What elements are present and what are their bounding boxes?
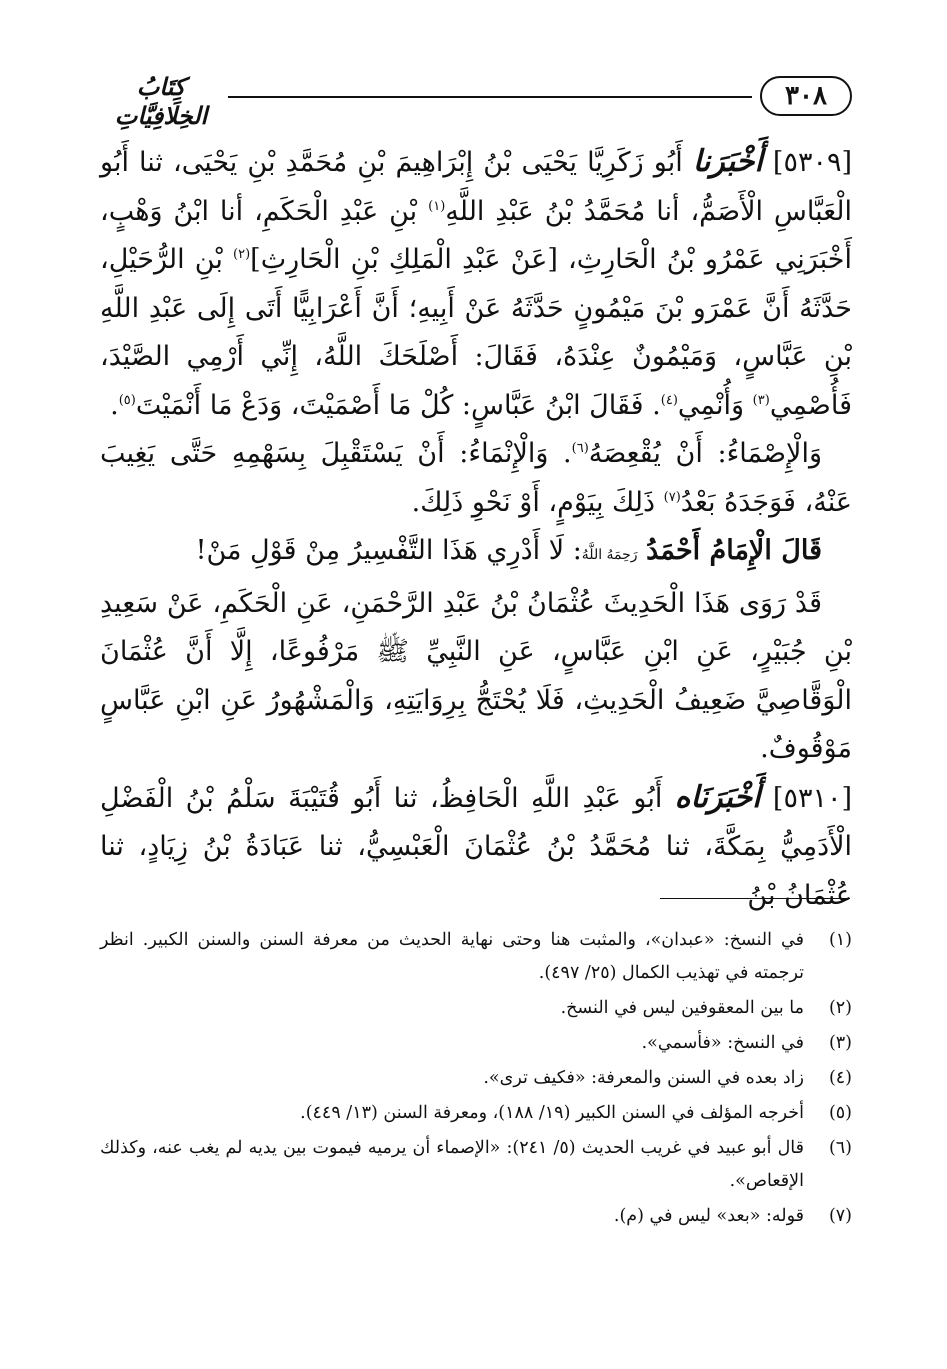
footnote-ref-3[interactable]: (٣) bbox=[752, 392, 770, 408]
footnote-item bbox=[100, 992, 852, 1025]
page-header bbox=[100, 72, 852, 132]
paragraph-text: ذَلِكَ بِيَوْمٍ، أَوْ نَحْوِ ذَلِكَ. bbox=[411, 486, 656, 518]
footnote-item bbox=[100, 1027, 852, 1060]
hadith-number: [٥٣١٠] bbox=[772, 782, 853, 814]
imam-name: قَالَ الْإِمَامُ أَحْمَدُ bbox=[646, 535, 822, 566]
footnote-text: أخرجه المؤلف في السنن الكبير (١٩/ ١٨٨)، ومعرفة السنن (١٣/ ٤٤٩). bbox=[300, 1103, 804, 1123]
honorific: رَحِمَهُ اللَّهُ bbox=[581, 547, 638, 563]
paragraph-text: وَالْإِصْمَاءُ: أَنْ يُقْعِصَهُ bbox=[588, 438, 822, 469]
hadith-number: [٥٣٠٩] bbox=[772, 147, 852, 178]
footnote-ref-4[interactable]: (٤) bbox=[660, 392, 678, 408]
paragraph-text: . وَالْإِنْمَاءُ: أَنْ يَسْتَقْبِلَ بِسَهْمِهِ حَتَّى يَغِيبَ عَنْهُ، فَوَجَدَهُ بَعْدُ bbox=[100, 438, 852, 518]
paragraph-imam-comment bbox=[100, 527, 852, 580]
footnote-number: (١) bbox=[828, 930, 852, 950]
narration-keyword: أَخْبَرَنا bbox=[692, 144, 763, 179]
paragraph-text: وَأُنْمِي bbox=[677, 389, 745, 421]
footnote-item bbox=[100, 1200, 852, 1233]
paragraph-5309 bbox=[100, 138, 852, 430]
paragraph-text: أَبُو عَبْدِ اللَّهِ الْحَافِظُ، ثنا أَبُو قُتَيْبَةَ سَلْمُ بْنُ الْفَضْلِ الْأَدَمِيُّ بِمَكَّةَ، ثنا مُحَمَّدُ بْنُ عُثْمَانَ الْعَبْسِيُّ، ثنا عَبَادَةُ بْنُ زِيَادٍ، ثنا عُثْمَانُ بْنُ bbox=[100, 782, 852, 911]
footnote-text: قوله: «بعد» ليس في (م). bbox=[613, 1206, 804, 1226]
footnote-number: (٥) bbox=[828, 1103, 852, 1123]
footnote-number: (٧) bbox=[828, 1206, 852, 1226]
footnote-text: في النسخ: «عبدان»، والمثبت هنا وحتى نهاية الحديث من معرفة السنن والسنن الكبير. انظر ترجمته في تهذيب الكمال (٢٥/ ٤٩٧). bbox=[100, 930, 804, 983]
paragraph-text: أَبُو زَكَرِيَّا يَحْيَى بْنُ إِبْرَاهِيمَ بْنِ مُحَمَّدِ بْنِ يَحْيَى، ثنا أَبُو الْعَبَّاسِ الْأَصَمُّ، أنا مُحَمَّدُ بْنُ عَبْدِ اللَّهِ bbox=[100, 147, 852, 227]
paragraph-text: قَدْ رَوَى هَذَا الْحَدِيثَ عُثْمَانُ بْنُ عَبْدِ الرَّحْمَنِ، عَنِ الْحَكَمِ، عَنْ سَعِيدِ بْنِ جُبَيْرٍ، عَنِ ابْنِ عَبَّاسٍ، عَنِ النَّبِيِّ ﷺ مَرْفُوعًا، إِلَّا أَنَّ عُثْمَانَ الْوَقَّاصِيَّ ضَعِيفُ الْحَدِيثِ، فَلَا يُحْتَجُّ بِرِوَايَتِهِ، وَالْمَشْهُورُ عَنِ ابْنِ عَبَّاسٍ مَوْقُوفٌ. bbox=[100, 587, 852, 764]
footnote-ref-1[interactable]: (١) bbox=[428, 198, 446, 214]
paragraph-explanation bbox=[100, 430, 852, 527]
footnote-text: زاد بعده في السنن والمعرفة: «فكيف ترى». bbox=[483, 1068, 804, 1088]
footnote-item bbox=[100, 924, 852, 990]
footnotes bbox=[100, 924, 852, 1235]
paragraph-text: بْنِ عَبْدِ الْحَكَمِ، أنا ابْنُ وَهْبٍ، أَخْبَرَنِي عَمْرُو بْنُ الْحَارِثِ، [عَنْ عَبْدِ الْمَلِكِ بْنِ الْحَارِثِ] bbox=[100, 195, 852, 275]
paragraph-text: : لَا أَدْرِي هَذَا التَّفْسِيرُ مِنْ قَوْلِ مَنْ! bbox=[195, 535, 582, 566]
narration-keyword: أَخْبَرَنَاه bbox=[674, 779, 761, 815]
footnote-item bbox=[100, 1132, 852, 1198]
page-number: ٣٠٨ bbox=[760, 76, 852, 116]
paragraph-text: . فَقَالَ ابْنُ عَبَّاسٍ: كُلْ مَا أَصْمَيْتَ، وَدَعْ مَا أَنْمَيْتَ bbox=[135, 389, 661, 421]
footnote-item bbox=[100, 1097, 852, 1130]
footnote-separator bbox=[660, 898, 850, 899]
footnote-text: في النسخ: «فأسمي». bbox=[641, 1033, 804, 1053]
footnote-text: ما بين المعقوفين ليس في النسخ. bbox=[560, 998, 804, 1018]
footnote-ref-7[interactable]: (٧) bbox=[663, 489, 681, 505]
paragraph-text: . bbox=[110, 389, 119, 421]
footnote-number: (٢) bbox=[828, 998, 852, 1018]
book-title: كِتَابُ الخِلَافِيَّاتِ bbox=[114, 72, 208, 130]
footnote-text: قال أبو عبيد في غريب الحديث (٥/ ٢٤١): «الإصماء أن يرميه فيموت بين يديه لم يغب عنه، وكذلك الإقعاص». bbox=[100, 1138, 805, 1191]
paragraph-commentary bbox=[100, 580, 852, 774]
footnote-number: (٦) bbox=[828, 1138, 852, 1158]
main-text bbox=[100, 138, 852, 920]
footnote-number: (٤) bbox=[828, 1068, 852, 1088]
footnote-ref-6[interactable]: (٦) bbox=[571, 441, 589, 456]
footnote-item bbox=[100, 1062, 852, 1095]
footnote-ref-5[interactable]: (٥) bbox=[118, 392, 136, 408]
paragraph-text: بْنِ الرُّحَيْلِ، حَدَّثَهُ أَنَّ عَمْرَو بْنَ مَيْمُونٍ حَدَّثَهُ عَنْ أَبِيهِ؛ أَنَّ أَعْرَابِيًّا أَتَى إِلَى عَبْدِ اللَّهِ بْنِ عَبَّاسٍ، وَمَيْمُونٌ عِنْدَهُ، فَقَالَ: أَصْلَحَكَ اللَّهُ، إِنِّي أَرْمِي الصَّيْدَ، فَأُصْمِي bbox=[100, 244, 852, 421]
footnote-number: (٣) bbox=[828, 1033, 852, 1053]
footnote-ref-2[interactable]: (٢) bbox=[233, 247, 251, 262]
header-rule bbox=[228, 96, 752, 98]
